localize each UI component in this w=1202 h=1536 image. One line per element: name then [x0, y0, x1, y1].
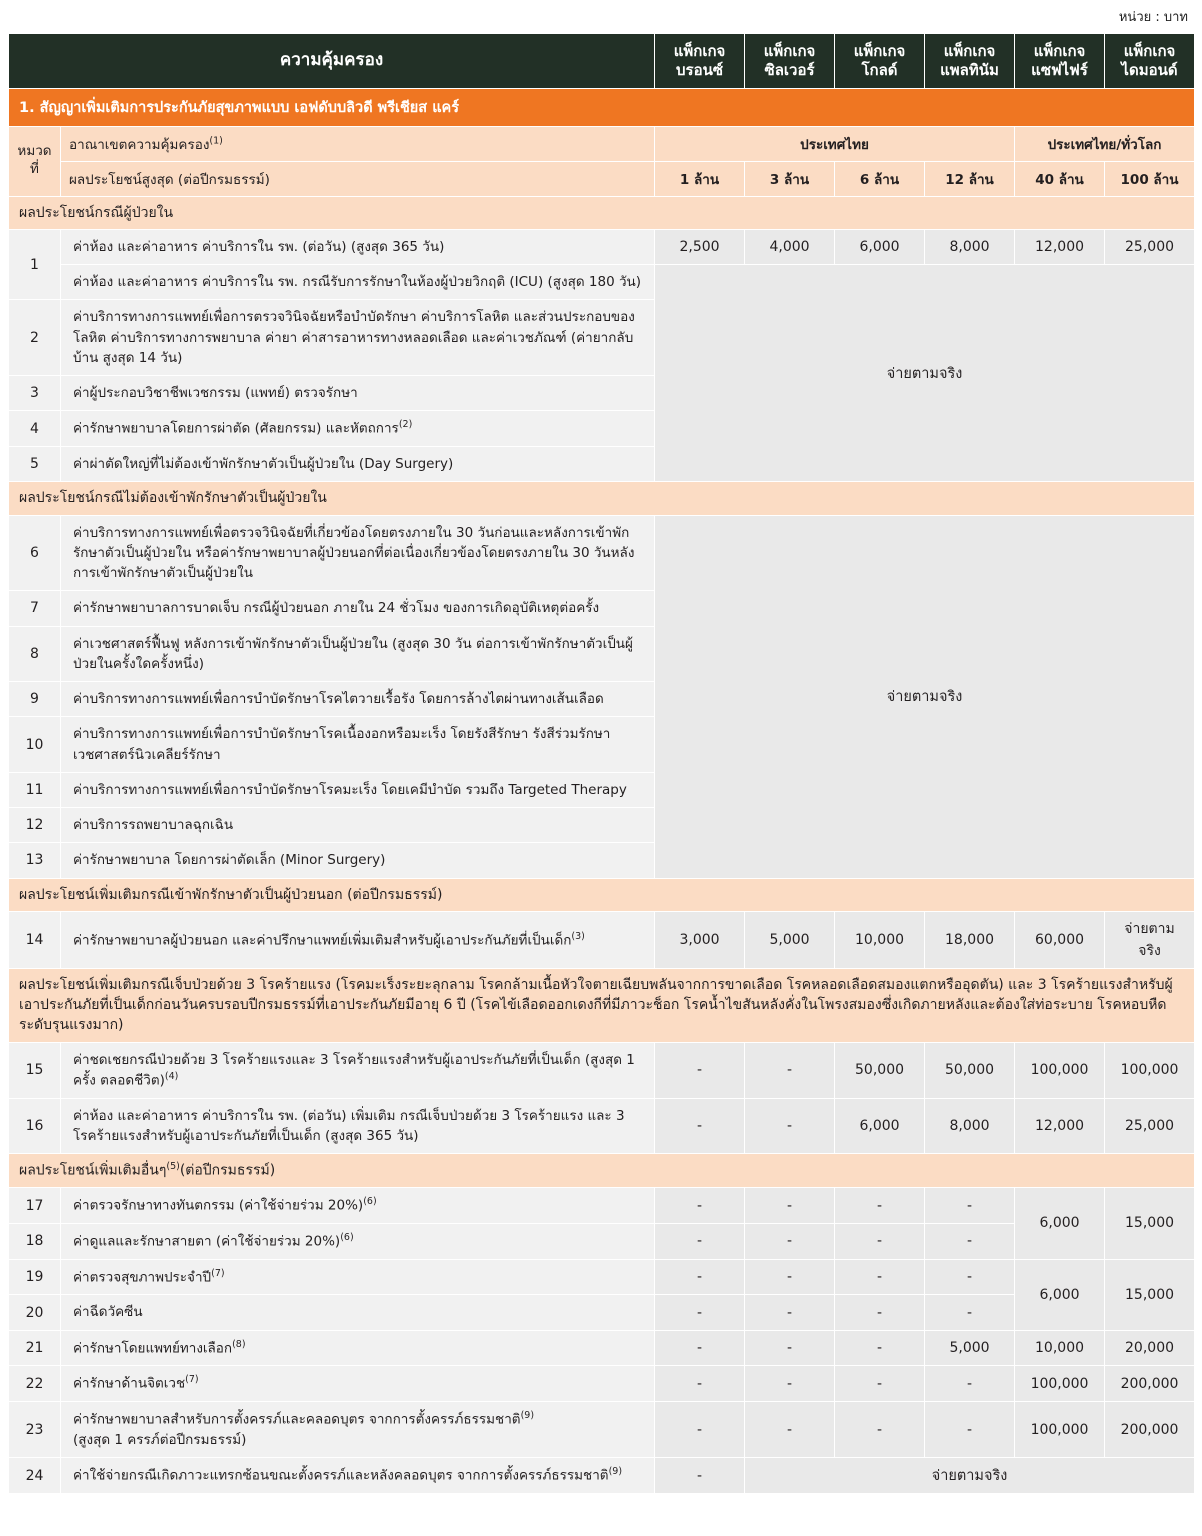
row-value-silver: 5,000 — [745, 911, 835, 968]
row-number: 15 — [9, 1042, 61, 1098]
scope-maxbenefit-label: ผลประโยชน์สูงสุด (ต่อปีกรมธรรม์) — [61, 161, 655, 196]
row-description — [61, 1259, 655, 1295]
row-number: 18 — [9, 1223, 61, 1259]
row-value-gold: 50,000 — [835, 1042, 925, 1098]
scope-maxbenefit-bronze: 1 ล้าน — [655, 161, 745, 196]
row-description-sup: (6) — [340, 1231, 354, 1243]
row-number: 7 — [9, 591, 61, 626]
row-description-text: ค่ารักษาโดยแพทย์ทางเลือก — [73, 1340, 233, 1357]
table-row — [9, 265, 1195, 300]
row-description: ค่าบริการทางการแพทย์เพื่อการบำบัดรักษาโรคเนื้องอกหรือมะเร็ง โดยรังสีรักษา รังสีร่วมรักษา เวชศาสตร์นิวเคลียร์รักษา — [61, 717, 655, 773]
header-package-diamond — [1105, 34, 1195, 89]
row-value-bronze: 3,000 — [655, 911, 745, 968]
row-description-sup: (4) — [164, 1071, 179, 1083]
row-value-merged-pay-actual: จ่ายตามจริง — [655, 265, 1195, 482]
row-description-sup: (7) — [185, 1374, 199, 1386]
subsection-extra-opd: ผลประโยชน์เพิ่มเติมกรณีเข้าพักรักษาตัวเป็นผู้ป่วยนอก (ต่อปีกรมธรรม์) — [9, 878, 1195, 911]
table-header — [9, 34, 1195, 89]
row-description-text: ค่าตรวจสุขภาพประจำปี — [73, 1269, 212, 1286]
table-row — [9, 1042, 1195, 1098]
header-package-platinum-line2: แพลทินัม — [940, 60, 999, 79]
row-description-sup: (9) — [608, 1466, 623, 1478]
row-value-silver: - — [745, 1259, 835, 1295]
row-value-diamond: 100,000 — [1105, 1042, 1195, 1098]
row-description — [61, 911, 655, 968]
row-value-platinum: 5,000 — [925, 1330, 1015, 1366]
row-value-platinum: 8,000 — [925, 1098, 1015, 1154]
row-description-text: ค่าดูแลและรักษาสายตา (ค่าใช้จ่ายร่วม 20%) — [73, 1233, 341, 1250]
subsection-other-extra-sup: (5) — [166, 1161, 180, 1173]
header-package-gold-line2: โกลด์ — [861, 60, 898, 79]
row-value-sapphire: 12,000 — [1015, 1098, 1105, 1154]
table-row — [9, 1098, 1195, 1154]
row-number: 10 — [9, 717, 61, 773]
row-value-diamond: 200,000 — [1105, 1402, 1195, 1458]
scope-territory-row — [9, 126, 1195, 161]
row-value-bronze: - — [655, 1223, 745, 1259]
row-value-sapphire: 60,000 — [1015, 911, 1105, 968]
row-value-bronze: - — [655, 1042, 745, 1098]
scope-maxbenefit-gold: 6 ล้าน — [835, 161, 925, 196]
row-number: 12 — [9, 808, 61, 843]
table-row — [9, 1402, 1195, 1458]
row-description: ค่าเวชศาสตร์ฟื้นฟู หลังการเข้าพักรักษาตัวเป็นผู้ป่วยใน (สูงสุด 30 วัน ต่อการเข้าพักรักษาตัวเป็นผู้ป่วยในครั้งใดครั้งหนึ่ง) — [61, 626, 655, 682]
row-value-bronze: 2,500 — [655, 229, 745, 264]
row-description: ค่ารักษาพยาบาลการบาดเจ็บ กรณีผู้ป่วยนอก ภายใน 24 ชั่วโมง ของการเกิดอุบัติเหตุต่อครั้ง — [61, 591, 655, 626]
row-description-text: ค่าตรวจรักษาทางทันตกรรม (ค่าใช้จ่ายร่วม 20%) — [73, 1197, 364, 1214]
row-value-bronze: - — [655, 1366, 745, 1402]
scope-maxbenefit-sapphire: 40 ล้าน — [1015, 161, 1105, 196]
row-value-silver: - — [745, 1098, 835, 1154]
row-description — [61, 411, 655, 447]
section-title: 1. สัญญาเพิ่มเติมการประกันภัยสุขภาพแบบ เอฟดับบลิวดี พรีเชียส แคร์ — [9, 88, 1195, 126]
row-number: 22 — [9, 1366, 61, 1402]
row-description-sup: (2) — [398, 419, 413, 431]
row-value-diamond: 20,000 — [1105, 1330, 1195, 1366]
row-description-text: ค่ารักษาพยาบาลผู้ป่วยนอก และค่าปรึกษาแพทย์เพิ่มเติมสำหรับผู้เอาประกันภัยที่เป็นเด็ก — [73, 932, 572, 949]
subsection-outpatient-row — [9, 482, 1195, 515]
row-description: ค่าห้อง และค่าอาหาร ค่าบริการใน รพ. กรณีรับการรักษาในห้องผู้ป่วยวิกฤติ (ICU) (สูงสุด 180 วัน) — [61, 265, 655, 300]
row-description-sup: (8) — [232, 1338, 246, 1350]
header-package-sapphire-line1: แพ็กเกจ — [1033, 42, 1086, 60]
row-value-platinum: 18,000 — [925, 911, 1015, 968]
row-number: 11 — [9, 772, 61, 807]
row-description — [61, 1366, 655, 1402]
header-package-sapphire — [1015, 34, 1105, 89]
row-number: 9 — [9, 682, 61, 717]
table-row — [9, 1188, 1195, 1224]
row-number: 23 — [9, 1402, 61, 1458]
table-row — [9, 911, 1195, 968]
scope-territory-label — [61, 126, 655, 161]
row-value-diamond: 25,000 — [1105, 1098, 1195, 1154]
row-description-tail: (สูงสุด 1 ครรภ์ต่อปีกรมธรรม์) — [73, 1431, 247, 1448]
row-description — [61, 1223, 655, 1259]
row-number: 19 — [9, 1259, 61, 1295]
row-value-platinum: - — [925, 1366, 1015, 1402]
row-value-diamond: 15,000 — [1105, 1259, 1195, 1330]
row-description-sup: (3) — [571, 930, 585, 942]
row-value-gold: 10,000 — [835, 911, 925, 968]
row-value-bronze: - — [655, 1458, 745, 1494]
row-value-gold: - — [835, 1402, 925, 1458]
subsection-other-extra-text: ผลประโยชน์เพิ่มเติมอื่นๆ — [19, 1162, 167, 1179]
row-description: ค่าบริการทางการแพทย์เพื่อการตรวจวินิจฉัยหรือบำบัดรักษา ค่าบริการโลหิต และส่วนประกอบของโลหิต ค่าบริการทางการพยาบาล ค่ายา ค่าสารอาหารทางหลอดเลือด และค่าเวชภัณฑ์ (ค่ายากลับบ้าน สูงสุด 14 วัน) — [61, 300, 655, 376]
row-number: 16 — [9, 1098, 61, 1154]
row-value-silver: - — [745, 1366, 835, 1402]
scope-territory-thailand: ประเทศไทย — [655, 126, 1015, 161]
header-package-platinum — [925, 34, 1015, 89]
row-description — [61, 1042, 655, 1098]
row-value-silver: - — [745, 1402, 835, 1458]
row-description: ค่าผู้ประกอบวิชาชีพเวชกรรม (แพทย์) ตรวจรักษา — [61, 376, 655, 411]
row-number: 14 — [9, 911, 61, 968]
row-value-sapphire: 100,000 — [1015, 1366, 1105, 1402]
row-description-sup: (7) — [211, 1267, 225, 1279]
category-label: หมวดที่ — [9, 126, 61, 196]
scope-territory-text: อาณาเขตความคุ้มครอง — [69, 136, 210, 153]
row-value-gold: - — [835, 1223, 925, 1259]
header-package-bronze-line1: แพ็กเกจ — [673, 42, 726, 60]
row-description-sup: (6) — [363, 1196, 377, 1208]
row-description — [61, 1402, 655, 1458]
header-package-bronze — [655, 34, 745, 89]
row-description-text: ค่ารักษาพยาบาลสำหรับการตั้งครรภ์และคลอดบุตร จากการตั้งครรภ์ธรรมชาติ — [73, 1411, 521, 1428]
row-value-silver: - — [745, 1188, 835, 1224]
row-description: ค่าผ่าตัดใหญ่ที่ไม่ต้องเข้าพักรักษาตัวเป็นผู้ป่วยใน (Day Surgery) — [61, 447, 655, 482]
row-value-platinum: 50,000 — [925, 1042, 1015, 1098]
subsection-outpatient: ผลประโยชน์กรณีไม่ต้องเข้าพักรักษาตัวเป็นผู้ป่วยใน — [9, 482, 1195, 515]
row-value-platinum: 8,000 — [925, 229, 1015, 264]
row-value-diamond: 15,000 — [1105, 1188, 1195, 1260]
row-description: ค่าบริการทางการแพทย์เพื่อตรวจวินิจฉัยที่เกี่ยวข้องโดยตรงภายใน 30 วันก่อนและหลังการเข้าพักรักษาตัวเป็นผู้ป่วยใน หรือค่ารักษาพยาบาลผู้ป่วยนอกที่ต่อเนื่องเกี่ยวข้องโดยตรงภายใน 30 วันหลังการเข้าพักรักษาตัวเป็นผู้ป่วยใน — [61, 515, 655, 591]
row-description: ค่าห้อง และค่าอาหาร ค่าบริการใน รพ. (ต่อวัน) (สูงสุด 365 วัน) — [61, 229, 655, 264]
row-value-merged-pay-actual: จ่ายตามจริง — [655, 515, 1195, 878]
header-package-sapphire-line2: แซฟไฟร์ — [1031, 60, 1088, 79]
row-number: 2 — [9, 300, 61, 376]
row-value-platinum: - — [925, 1188, 1015, 1224]
scope-maxbenefit-diamond: 100 ล้าน — [1105, 161, 1195, 196]
row-value-gold: 6,000 — [835, 229, 925, 264]
row-description: ค่าบริการรถพยาบาลฉุกเฉิน — [61, 808, 655, 843]
row-description-text: ค่าชดเชยกรณีป่วยด้วย 3 โรคร้ายแรงและ 3 โรคร้ายแรงสำหรับผู้เอาประกันภัยที่เป็นเด็ก (สูงสุด 1 ครั้ง ตลอดชีวิต) — [73, 1051, 635, 1089]
table-row — [9, 515, 1195, 591]
row-value-sapphire: 6,000 — [1015, 1259, 1105, 1330]
row-value-sapphire: 12,000 — [1015, 229, 1105, 264]
row-value-bronze: - — [655, 1098, 745, 1154]
row-value-gold: - — [835, 1295, 925, 1330]
row-value-bronze: - — [655, 1295, 745, 1330]
row-value-platinum: - — [925, 1223, 1015, 1259]
row-description: ค่าห้อง และค่าอาหาร ค่าบริการใน รพ. (ต่อวัน) เพิ่มเติม กรณีเจ็บป่วยด้วย 3 โรคร้ายแรง และ 3 โรคร้ายแรงสำหรับผู้เอาประกันภัยที่เป็นเด็ก (สูงสุด 365 วัน) — [61, 1098, 655, 1154]
row-value-diamond-line1: จ่ายตาม — [1124, 920, 1175, 937]
header-package-silver-line1: แพ็กเกจ — [763, 42, 816, 60]
row-value-silver: - — [745, 1330, 835, 1366]
row-value-diamond: 200,000 — [1105, 1366, 1195, 1402]
header-coverage: ความคุ้มครอง — [9, 34, 655, 89]
row-value-sapphire: 6,000 — [1015, 1188, 1105, 1260]
header-package-platinum-line1: แพ็กเกจ — [943, 42, 996, 60]
row-description — [61, 1458, 655, 1494]
row-number: 24 — [9, 1458, 61, 1494]
row-value-bronze: - — [655, 1259, 745, 1295]
scope-territory-worldwide: ประเทศไทย/ทั่วโลก — [1015, 126, 1195, 161]
scope-territory-sup: (1) — [209, 135, 223, 146]
row-value-bronze: - — [655, 1188, 745, 1224]
row-description — [61, 1330, 655, 1366]
row-value-silver: - — [745, 1295, 835, 1330]
header-package-gold — [835, 34, 925, 89]
header-package-bronze-line2: บรอนซ์ — [676, 60, 724, 79]
subsection-other-extra-row — [9, 1154, 1195, 1188]
subsection-other-extra — [9, 1154, 1195, 1188]
row-value-merged-pay-actual: จ่ายตามจริง — [745, 1458, 1195, 1494]
row-value-gold: - — [835, 1188, 925, 1224]
row-value-silver: 4,000 — [745, 229, 835, 264]
row-description: ค่ารักษาพยาบาล โดยการผ่าตัดเล็ก (Minor Surgery) — [61, 843, 655, 878]
row-value-diamond: 25,000 — [1105, 229, 1195, 264]
row-value-silver: - — [745, 1042, 835, 1098]
row-number: 5 — [9, 447, 61, 482]
row-value-silver: - — [745, 1223, 835, 1259]
row-value-platinum: - — [925, 1295, 1015, 1330]
table-row — [9, 1458, 1195, 1494]
subsection-critical-row — [9, 968, 1195, 1042]
row-description-text: ค่ารักษาพยาบาลโดยการผ่าตัด (ศัลยกรรม) และหัตถการ — [73, 420, 399, 437]
row-number: 13 — [9, 843, 61, 878]
row-description-text: ค่าใช้จ่ายกรณีเกิดภาวะแทรกซ้อนขณะตั้งครรภ์และหลังคลอดบุตร จากการตั้งครรภ์ธรรมชาติ — [73, 1467, 609, 1484]
scope-maxbenefit-row — [9, 161, 1195, 196]
row-value-bronze: - — [655, 1330, 745, 1366]
benefits-table — [8, 33, 1195, 1494]
header-package-diamond-line2: ไดมอนด์ — [1121, 60, 1178, 79]
row-description-sup: (9) — [520, 1410, 535, 1422]
row-value-sapphire: 100,000 — [1015, 1042, 1105, 1098]
row-value-sapphire: 10,000 — [1015, 1330, 1105, 1366]
section-title-row — [9, 88, 1195, 126]
row-value-diamond-line2: จริง — [1138, 942, 1161, 959]
table-row — [9, 1366, 1195, 1402]
row-number: 21 — [9, 1330, 61, 1366]
subsection-inpatient: ผลประโยชน์กรณีผู้ป่วยใน — [9, 196, 1195, 229]
row-number: 3 — [9, 376, 61, 411]
row-number: 1 — [9, 229, 61, 300]
row-number: 17 — [9, 1188, 61, 1224]
header-package-silver — [745, 34, 835, 89]
row-value-sapphire: 100,000 — [1015, 1402, 1105, 1458]
row-value-platinum: - — [925, 1402, 1015, 1458]
row-description — [61, 1188, 655, 1224]
row-number: 4 — [9, 411, 61, 447]
row-value-gold: 6,000 — [835, 1098, 925, 1154]
header-package-silver-line2: ซิลเวอร์ — [764, 60, 815, 79]
row-number: 8 — [9, 626, 61, 682]
unit-note: หน่วย : บาท — [1118, 10, 1188, 25]
table-row — [9, 229, 1195, 264]
row-description-text: ค่ารักษาด้านจิตเวช — [73, 1375, 186, 1392]
row-value-gold: - — [835, 1330, 925, 1366]
subsection-critical: ผลประโยชน์เพิ่มเติมกรณีเจ็บป่วยด้วย 3 โรคร้ายแรง (โรคมะเร็งระยะลุกลาม โรคกล้ามเนื้อหัวใจตายเฉียบพลันจากการขาดเลือด โรคหลอดเลือดสมองแตกหรืออุดตัน) และ 3 โรคร้ายแรงสำหรับผู้เอาประกันภัยที่เป็นเด็กก่อนวันครบรอบปีกรมธรรม์ที่เอาประกันภัยมีอายุ 6 ปี (โรคไข้เลือดออกเดงกีที่มีภาวะช็อก โรคน้ำไขสันหลังคั่งในโพรงสมองซึ่งเกิดภายหลังและต้องใส่ท่อระบาย โรคหอบหืดระดับรุนแรงมาก) — [9, 968, 1195, 1042]
subsection-other-extra-tail: (ต่อปีกรมธรรม์) — [179, 1162, 276, 1179]
row-description: ค่าบริการทางการแพทย์เพื่อการบำบัดรักษาโรคไตวายเรื้อรัง โดยการล้างไตผ่านทางเส้นเลือด — [61, 682, 655, 717]
row-description: ค่าฉีดวัคซีน — [61, 1295, 655, 1330]
row-description: ค่าบริการทางการแพทย์เพื่อการบำบัดรักษาโรคมะเร็ง โดยเคมีบำบัด รวมถึง Targeted Therapy — [61, 772, 655, 807]
header-package-diamond-line1: แพ็กเกจ — [1123, 42, 1176, 60]
scope-maxbenefit-silver: 3 ล้าน — [745, 161, 835, 196]
row-value-diamond — [1105, 911, 1195, 968]
row-number: 20 — [9, 1295, 61, 1330]
row-value-gold: - — [835, 1366, 925, 1402]
row-value-bronze: - — [655, 1402, 745, 1458]
row-value-platinum: - — [925, 1259, 1015, 1295]
subsection-extra-opd-row — [9, 878, 1195, 911]
row-value-gold: - — [835, 1259, 925, 1295]
table-row — [9, 1330, 1195, 1366]
header-package-gold-line1: แพ็กเกจ — [853, 42, 906, 60]
row-number: 6 — [9, 515, 61, 591]
scope-maxbenefit-platinum: 12 ล้าน — [925, 161, 1015, 196]
table-row — [9, 1259, 1195, 1295]
subsection-inpatient-row — [9, 196, 1195, 229]
